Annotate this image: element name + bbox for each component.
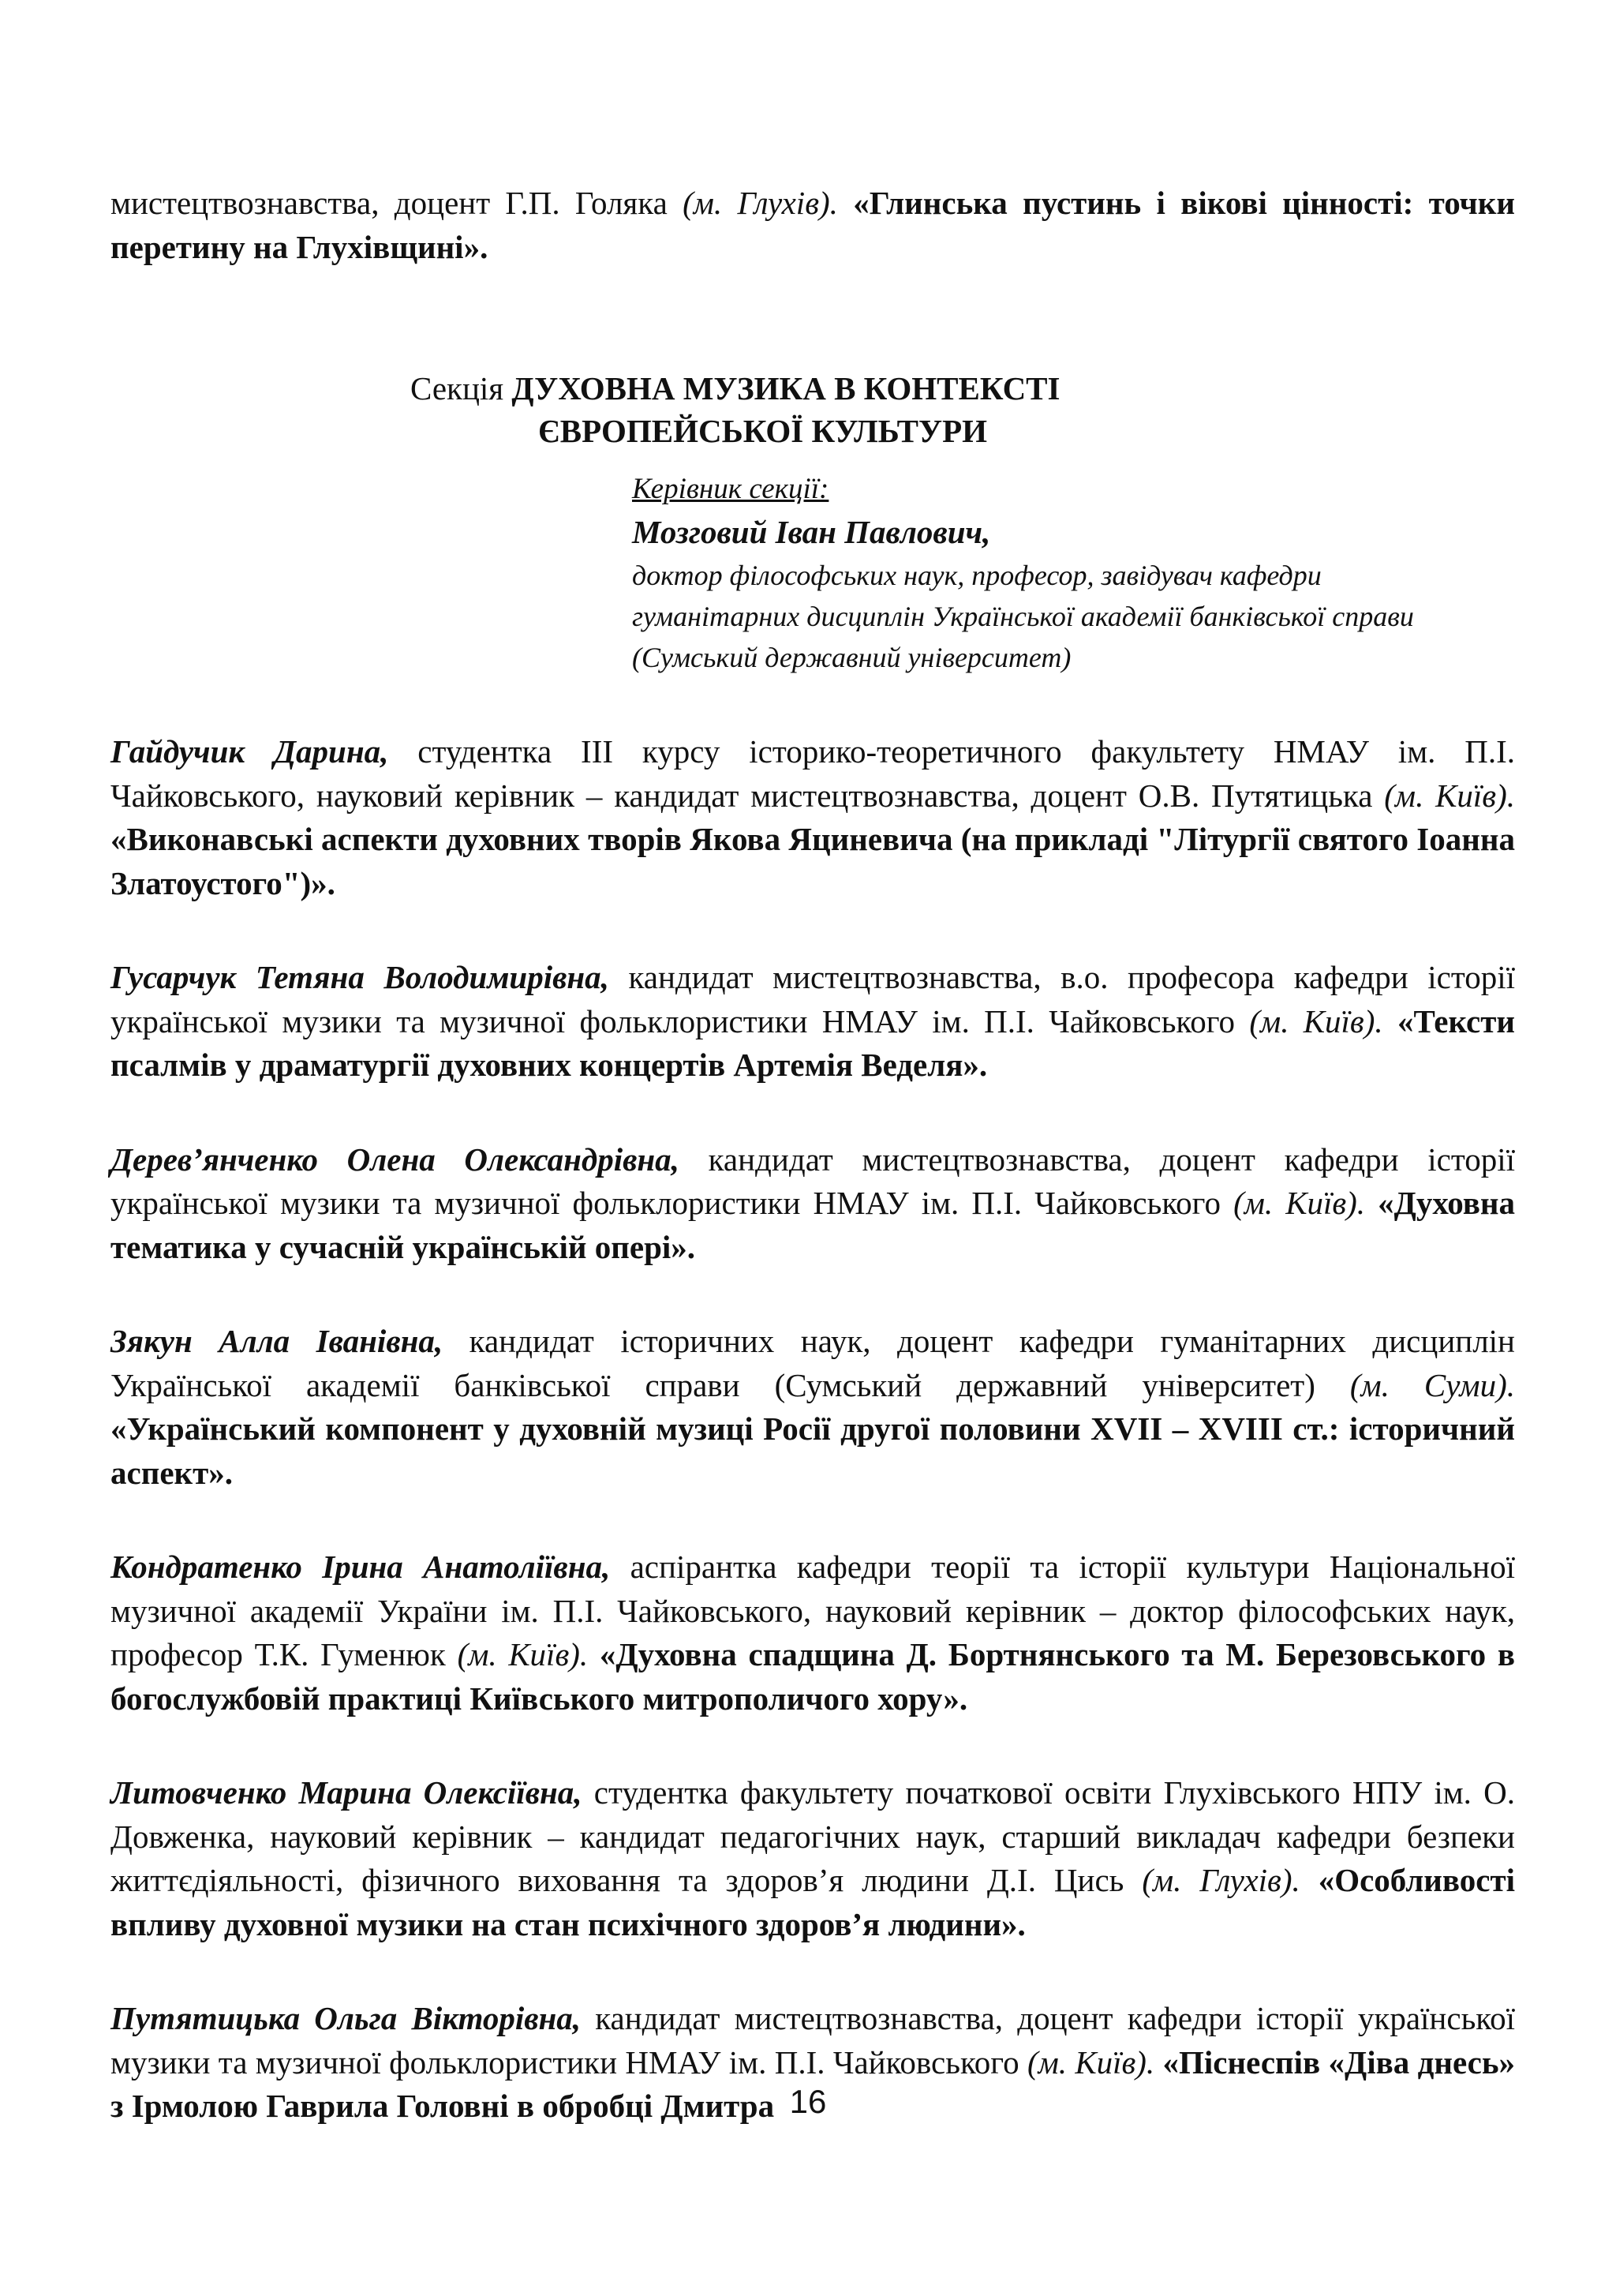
entry-city: (м. Київ).	[1249, 1002, 1383, 1039]
entry-author: Гусарчук Тетяна Володимирівна,	[110, 959, 609, 995]
section-head-desc-line-3: (Сумський державний університет)	[632, 642, 1072, 673]
entry-author: Кондратенко Ірина Анатоліївна,	[110, 1549, 611, 1585]
entry-city: (м. Київ).	[1384, 777, 1516, 814]
entry-paragraph	[110, 730, 1515, 905]
intro-city: (м. Глухів).	[683, 185, 838, 221]
entry-paragraph	[110, 956, 1515, 1088]
entry-paragraph	[110, 1545, 1515, 1721]
entry-city: (м. Київ).	[457, 1636, 589, 1672]
intro-title: «Глинська пустинь і вікові цінності: точки перетину на Глухівщині».	[110, 185, 1516, 265]
entry-text: кандидат мистецтвознавства, в.о. професора кафедри історії української музики та музичної фольклористики НМАУ ім. П.І. Чайковського	[110, 959, 1515, 1039]
entry-paragraph	[110, 1771, 1515, 1946]
intro-text: мистецтвознавства, доцент Г.П. Голяка	[110, 185, 668, 221]
entry-paragraph	[110, 1138, 1515, 1270]
section-header	[110, 367, 1515, 452]
section-head-name: Мозговий Іван Павлович,	[632, 514, 991, 550]
entry-title: «Український компонент у духовній музиці Росії другої половини XVII – XVIII ст.: історичний аспект».	[110, 1410, 1515, 1491]
section-head-label: Керівник секції:	[632, 473, 829, 505]
entry-title: «Піснеспів «Діва днесь» з Ірмолою Гаврила Головні в обробці Дмитра	[110, 2043, 1516, 2124]
page-content	[110, 182, 1515, 2179]
entry-city: (м. Глухів).	[1142, 1862, 1300, 1898]
entry-author: Зякун Алла Іванівна,	[110, 1323, 443, 1359]
entry-author: Дерев’янченко Олена Олександрівна,	[110, 1141, 679, 1178]
entry-text: студентка ІІІ курсу історико-теоретичного факультету НМАУ ім. П.І. Чайковського, науковий керівник – кандидат мистецтвознавства, доцент О.В. Путятицька	[110, 733, 1516, 814]
entry-paragraph	[110, 1320, 1515, 1495]
section-head-desc-line-1: доктор філософських наук, професор, завідувач кафедри	[632, 560, 1322, 591]
section-prefix: Секція	[410, 370, 504, 406]
intro-paragraph	[110, 182, 1515, 269]
entry-city: (м. Київ).	[1233, 1185, 1366, 1221]
entry-author: Литовченко Марина Олексіївна,	[110, 1774, 582, 1811]
entry-author: Путятицька Ольга Вікторівна,	[110, 2000, 582, 2036]
section-title-line-2: ЄВРОПЕЙСЬКОЇ КУЛЬТУРИ	[538, 413, 988, 449]
entry-author: Гайдучик Дарина,	[110, 733, 389, 770]
entry-text: кандидат історичних наук, доцент кафедри гуманітарних дисциплін Української академії банківської справи (Сумський державний університет)	[110, 1323, 1515, 1403]
entry-title: «Виконавські аспекти духовних творів Якова Яциневича (на прикладі "Літургії святого Іоанна Златоустого")».	[110, 821, 1515, 901]
entry-city: (м. Київ).	[1027, 2043, 1155, 2081]
entry-text: аспірантка кафедри теорії та історії культури Національної музичної академії України ім. П.І. Чайковського, науковий керівник – доктор філософських наук, професор Т.К. Гуменюк	[110, 1549, 1515, 1672]
page-number: 16	[789, 2083, 827, 2120]
section-head-desc-line-2: гуманітарних дисциплін Української академії банківської справи	[632, 601, 1414, 632]
entry-text: студентка факультету початкової освіти Глухівського НПУ ім. О. Довженка, науковий керівник – кандидат педагогічних наук, старший викладач кафедри безпеки життєдіяльності, фізичного виховання та здоров’я людини Д.І. Цись	[110, 1774, 1515, 1898]
entry-city: (м. Суми).	[1349, 1366, 1515, 1403]
section-head-block	[632, 470, 1515, 678]
entry-text: кандидат мистецтвознавства, доцент кафедри історії української музики та музичної фольклористики НМАУ ім. П.І. Чайковського	[110, 1141, 1515, 1221]
entry-title: «Духовна спадщина Д. Бортнянського та М. Березовського в богослужбовій практиці Київського митрополичого хору».	[110, 1636, 1515, 1717]
section-title-part-1: ДУХОВНА МУЗИКА В КОНТЕКСТІ	[511, 370, 1060, 406]
entry-title: «Особливості впливу духовної музики на стан психічного здоров’я людини».	[110, 1862, 1516, 1942]
entry-title: «Тексти псалмів у драматургії духовних концертів Артемія Веделя».	[110, 1002, 1516, 1083]
entry-text: кандидат мистецтвознавства, доцент кафедри історії української музики та музичної фольклористики НМАУ ім. П.І. Чайковського	[110, 2000, 1515, 2081]
entry-title: «Духовна тематика у сучасній українській опері».	[110, 1185, 1516, 1265]
section-title-line-1	[410, 367, 1515, 410]
